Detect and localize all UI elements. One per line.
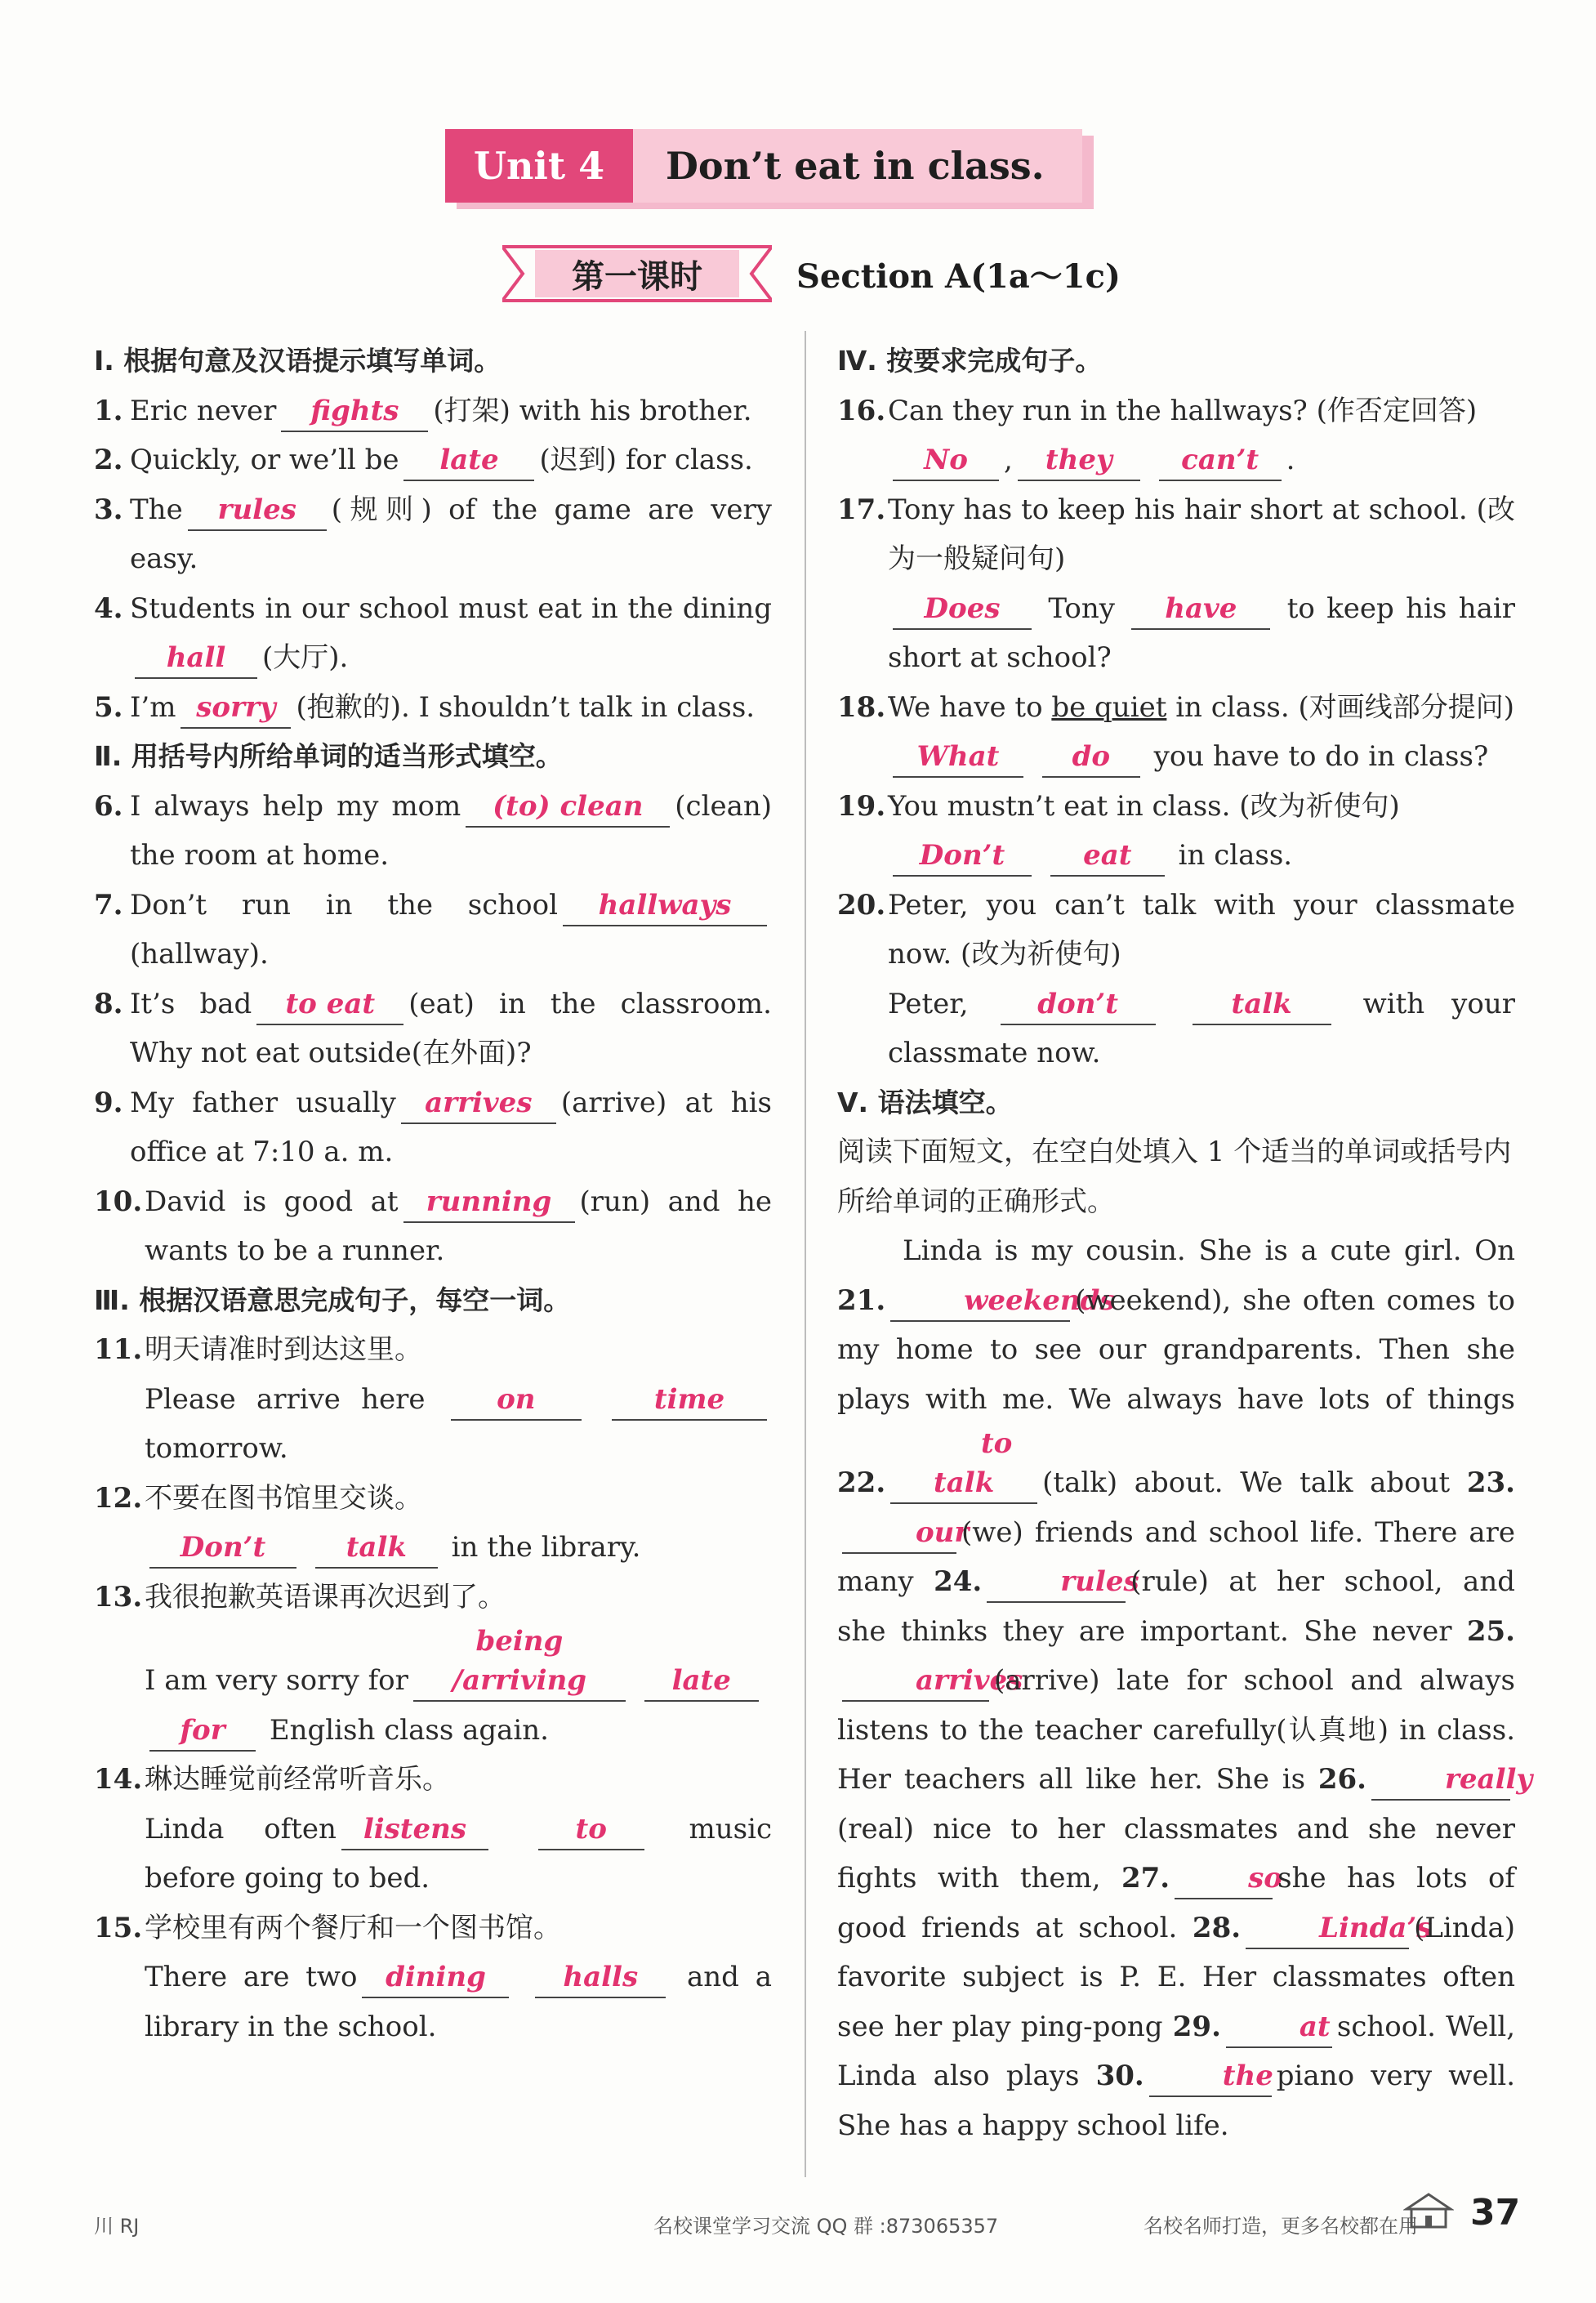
answer-blank: eat <box>1050 836 1165 877</box>
right-column <box>837 337 1533 2150</box>
unit-title: Don’t eat in class. <box>633 129 1082 203</box>
grammar-passage: Linda is my cousin. She is a cute girl. On 21. weekends(weekend), she often comes to my home to see our grandparents. Then she plays with me. We always have lots of things 22.to talk (talk) about. We talk about 23.our(we) friends and school life. There are many 24. rules(rule) at her school, and she thinks they are important. She never 25.arrives(arrive) late for school and always listens to the teacher carefully(认真地) in class. Her teachers all like her. She is 26. really(real) nice to her classmates and she never fights with them, 27. soshe has lots of good friends at school. 28. Linda’s(Linda) favorite subject is P. E. Her classmates often see her play ping-pong 29. at school. Well, Linda also plays 30. the piano very well. She has a happy school life. <box>837 1234 1533 2142</box>
answer-blank: our <box>842 1513 956 1554</box>
question-19: 19. You mustn’t eat in class. (改为祈使句) Don’t eat in class. <box>837 782 1515 881</box>
answer-blank: for <box>149 1711 256 1752</box>
left-column <box>94 337 772 2051</box>
answer-blank: late <box>403 440 534 481</box>
answer-blank: listens <box>341 1810 488 1850</box>
answer-blank: dining <box>362 1957 509 1998</box>
answer-blank: (to) clean <box>466 787 670 828</box>
answer-blank: No <box>893 440 999 481</box>
question-20: 20. Peter, you can’t talk with your classmate now. (改为祈使句) Peter, don’t talk with your classmate now. <box>837 888 1516 1069</box>
column-divider <box>805 331 806 2177</box>
answer-blank: Does <box>893 589 1032 630</box>
lesson-tag <box>502 245 772 302</box>
answer-blank: sorry <box>181 688 291 729</box>
question-16: 16. Can they run in the hallways? (作否定回答) No , they can’t . <box>837 386 1515 485</box>
part3-heading: Ⅲ. 根据汉语意思完成句子，每空一词。 <box>94 1283 571 1316</box>
answer-blank: fights <box>281 391 428 432</box>
answer-blank: time <box>612 1380 767 1421</box>
answer-blank: arrives <box>842 1661 989 1702</box>
answer-blank: to eat <box>256 984 403 1025</box>
answer-blank: have <box>1131 589 1270 630</box>
question-15: 15. 学校里有两个餐厅和一个图书馆。 There are two dining halls and a library in the school. <box>94 1911 772 2043</box>
answer-blank: talk <box>315 1528 438 1569</box>
question-4: 4. Students in our school must eat in the dininghall (大厅). <box>94 584 772 683</box>
unit-banner <box>445 129 1082 203</box>
question-13: 13. 我很抱歉英语课再次迟到了。 I am very sorry forbeing /arriving late for English class again. <box>94 1573 772 1756</box>
answer-blank: to <box>538 1810 644 1850</box>
part5-heading: Ⅴ. 语法填空。 <box>837 1086 1013 1118</box>
answer-blank: being /arriving <box>413 1622 626 1702</box>
answer-blank: on <box>451 1380 582 1421</box>
answer-blank: running <box>403 1182 575 1223</box>
answer-blank: really <box>1371 1760 1510 1801</box>
answer-blank: Linda’s <box>1246 1908 1409 1949</box>
answer-blank: rules <box>188 490 327 531</box>
answer-blank: can’t <box>1159 440 1282 481</box>
answer-blank: hallways <box>563 886 767 926</box>
answer-blank: Don’t <box>149 1528 296 1569</box>
answer-blank: at <box>1226 2007 1332 2048</box>
footer-qq-group: 名校课堂学习交流 QQ 群 :873065357 <box>653 2215 999 2238</box>
part2-heading: Ⅱ. 用括号内所给单词的适当形式填空。 <box>94 740 563 772</box>
part5-instruction: 阅读下面短文，在空白处填入 1 个适当的单词或括号内所给单词的正确形式。 <box>837 1136 1512 1218</box>
lesson-label: 第一课时 <box>572 257 702 296</box>
question-3: 3. The rules (规则) of the game are very easy. <box>94 485 772 584</box>
answer-blank: so <box>1175 1859 1273 1899</box>
answer-blank: late <box>644 1661 759 1702</box>
question-1: 1. Eric never fights (打架) with his brother. <box>94 386 772 436</box>
part1-heading: Ⅰ. 根据句意及汉语提示填写单词。 <box>94 345 502 377</box>
answer-blank: Don’t <box>893 836 1032 877</box>
answer-blank: to talk <box>890 1424 1037 1504</box>
question-11: 11. 明天请准时到达这里。 Please arrive here on time tomorrow. <box>94 1325 772 1474</box>
part4-heading: Ⅳ. 按要求完成句子。 <box>837 345 1103 377</box>
school-logo-icon <box>1403 2191 1454 2234</box>
answer-blank: they <box>1018 440 1140 481</box>
question-8: 8. It’s bad to eat (eat) in the classroom. Why not eat outside(在外面)? <box>94 980 772 1078</box>
question-2: 2. Quickly, or we’ll be late (迟到) for class. <box>94 435 772 485</box>
answer-blank: arrives <box>401 1083 556 1124</box>
section-title: Section A(1a～1c) <box>796 257 1121 296</box>
question-5: 5. I’m sorry (抱歉的). I shouldn’t talk in class. <box>94 683 772 733</box>
lesson-row <box>502 241 1121 306</box>
unit-label: Unit 4 <box>445 129 633 203</box>
answer-blank: What <box>893 737 1023 778</box>
answer-blank: weekends <box>890 1281 1070 1322</box>
question-14: 14. 琳达睡觉前经常听音乐。 Linda often listens to music before going to bed. <box>94 1763 773 1895</box>
footer-slogan: 名校名师打造，更多名校都在用 <box>1144 2215 1418 2238</box>
question-9: 9. My father usually arrives (arrive) at his office at 7:10 a. m. <box>94 1078 772 1177</box>
question-12: 12. 不要在图书馆里交谈。 Don’t talk in the library. <box>94 1474 772 1573</box>
question-17: 17. Tony has to keep his hair short at school. (改为一般疑问句) Does Tony have to keep his hair short at school? <box>837 493 1516 674</box>
answer-blank: talk <box>1193 984 1331 1025</box>
question-7: 7. Don’t run in the school hallways(hallway). <box>94 881 772 980</box>
answer-blank: don’t <box>1001 984 1156 1025</box>
question-6: 6. I always help my mom (to) clean (clean) the room at home. <box>94 782 772 881</box>
answer-blank: halls <box>535 1957 666 1998</box>
question-10: 10. David is good at running (run) and he wants to be a runner. <box>94 1177 772 1276</box>
answer-blank: do <box>1042 737 1140 778</box>
underlined-phrase: be quiet <box>1051 690 1167 724</box>
answer-blank: rules <box>987 1562 1126 1603</box>
question-18: 18. We have to be quiet in class. (对画线部分提问) What do you have to do in class? <box>837 683 1515 782</box>
answer-blank: hall <box>135 638 257 679</box>
footer-edition: 川 RJ <box>94 2215 140 2238</box>
page-number: 37 <box>1470 2192 1521 2234</box>
answer-blank: the <box>1149 2056 1272 2097</box>
